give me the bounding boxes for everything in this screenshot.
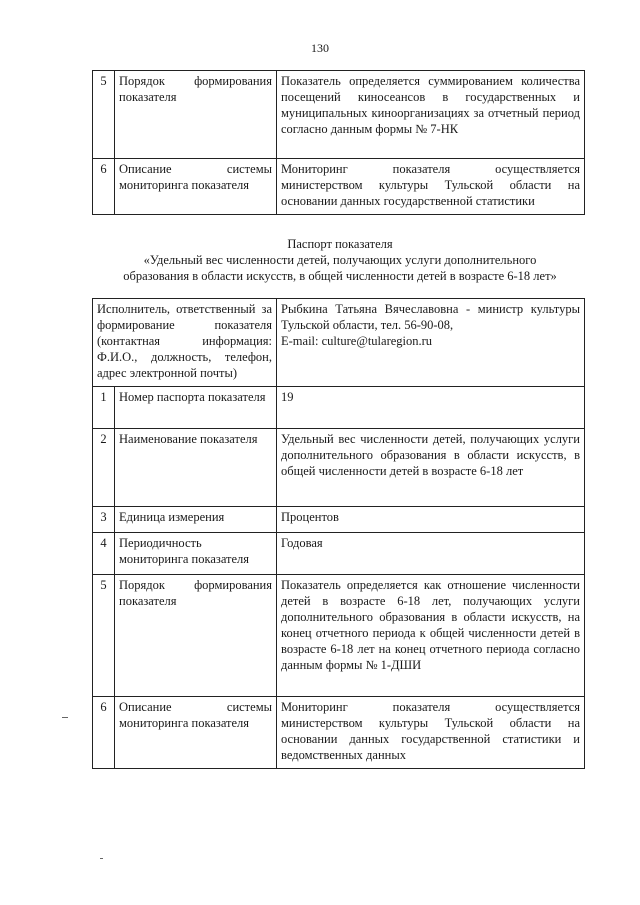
row-label: Описание системы мониторинга показателя (115, 697, 277, 769)
executor-label: Исполнитель, ответственный за формирование показателя (контактная информация: Ф.И.О., должность, телефон, адрес электронной почты) (93, 299, 277, 387)
table-row (93, 429, 585, 507)
passport-subtitle-line: «Удельный вес численности детей, получающих услуги дополнительного (143, 253, 537, 267)
indicator-table-continuation (92, 70, 585, 215)
row-value: Удельный вес численности детей, получающих услуги дополнительного образования в области искусств, в общей численности детей в возрасте 6-18 лет (277, 429, 585, 507)
page-number: 130 (311, 41, 329, 55)
row-value: Показатель определяется как отношение численности детей в возрасте 6-18 лет, получающих услуги дополнительного образования в области искусств, на конец отчетного периода к общей численности детей в возрасте 6-18 лет на конец отчетного периода согласно данным формы № 1-ДШИ (277, 575, 585, 697)
executor-email: E-mail: culture@tularegion.ru (281, 334, 433, 348)
row-number: 1 (93, 387, 115, 429)
passport-table (92, 298, 585, 769)
table-row (93, 387, 585, 429)
row-number: 6 (93, 697, 115, 769)
passport-title (80, 236, 600, 284)
scan-artifact (100, 858, 103, 859)
row-label: Наименование показателя (115, 429, 277, 507)
passport-subtitle-line: образования в области искусств, в общей численности детей в возрасте 6-18 лет» (123, 269, 557, 283)
table-header-row (93, 299, 585, 387)
table-row (93, 533, 585, 575)
table-row (93, 71, 585, 159)
row-label: Описание системы мониторинга показателя (115, 159, 277, 215)
row-number: 4 (93, 533, 115, 575)
row-label: Порядок формирования показателя (115, 575, 277, 697)
table-row (93, 575, 585, 697)
row-number: 2 (93, 429, 115, 507)
row-label: Единица измерения (115, 507, 277, 533)
executor-value-line: Рыбкина Татьяна Вячеславовна - министр культуры Тульской области, тел. 56-90-08, (281, 302, 580, 332)
row-value: Показатель определяется суммированием количества посещений киносеансов в государственных и муниципальных киноорганизациях за отчетный период согласно данным формы № 7-НК (277, 71, 585, 159)
executor-value (277, 299, 585, 387)
row-value: Мониторинг показателя осуществляется министерством культуры Тульской области на основании данных государственной статистики и ведомственных данных (277, 697, 585, 769)
table-row (93, 697, 585, 769)
row-label: Периодичность мониторинга показателя (115, 533, 277, 575)
row-number: 5 (93, 575, 115, 697)
row-value: Годовая (277, 533, 585, 575)
row-number: 5 (93, 71, 115, 159)
passport-heading: Паспорт показателя (287, 237, 393, 251)
row-number: 3 (93, 507, 115, 533)
row-value: Мониторинг показателя осуществляется министерством культуры Тульской области на основании данных государственной статистики (277, 159, 585, 215)
row-label: Порядок формирования показателя (115, 71, 277, 159)
row-number: 6 (93, 159, 115, 215)
table-row (93, 159, 585, 215)
scan-artifact (62, 717, 68, 718)
row-value: 19 (277, 387, 585, 429)
row-label: Номер паспорта показателя (115, 387, 277, 429)
row-value: Процентов (277, 507, 585, 533)
table-row (93, 507, 585, 533)
